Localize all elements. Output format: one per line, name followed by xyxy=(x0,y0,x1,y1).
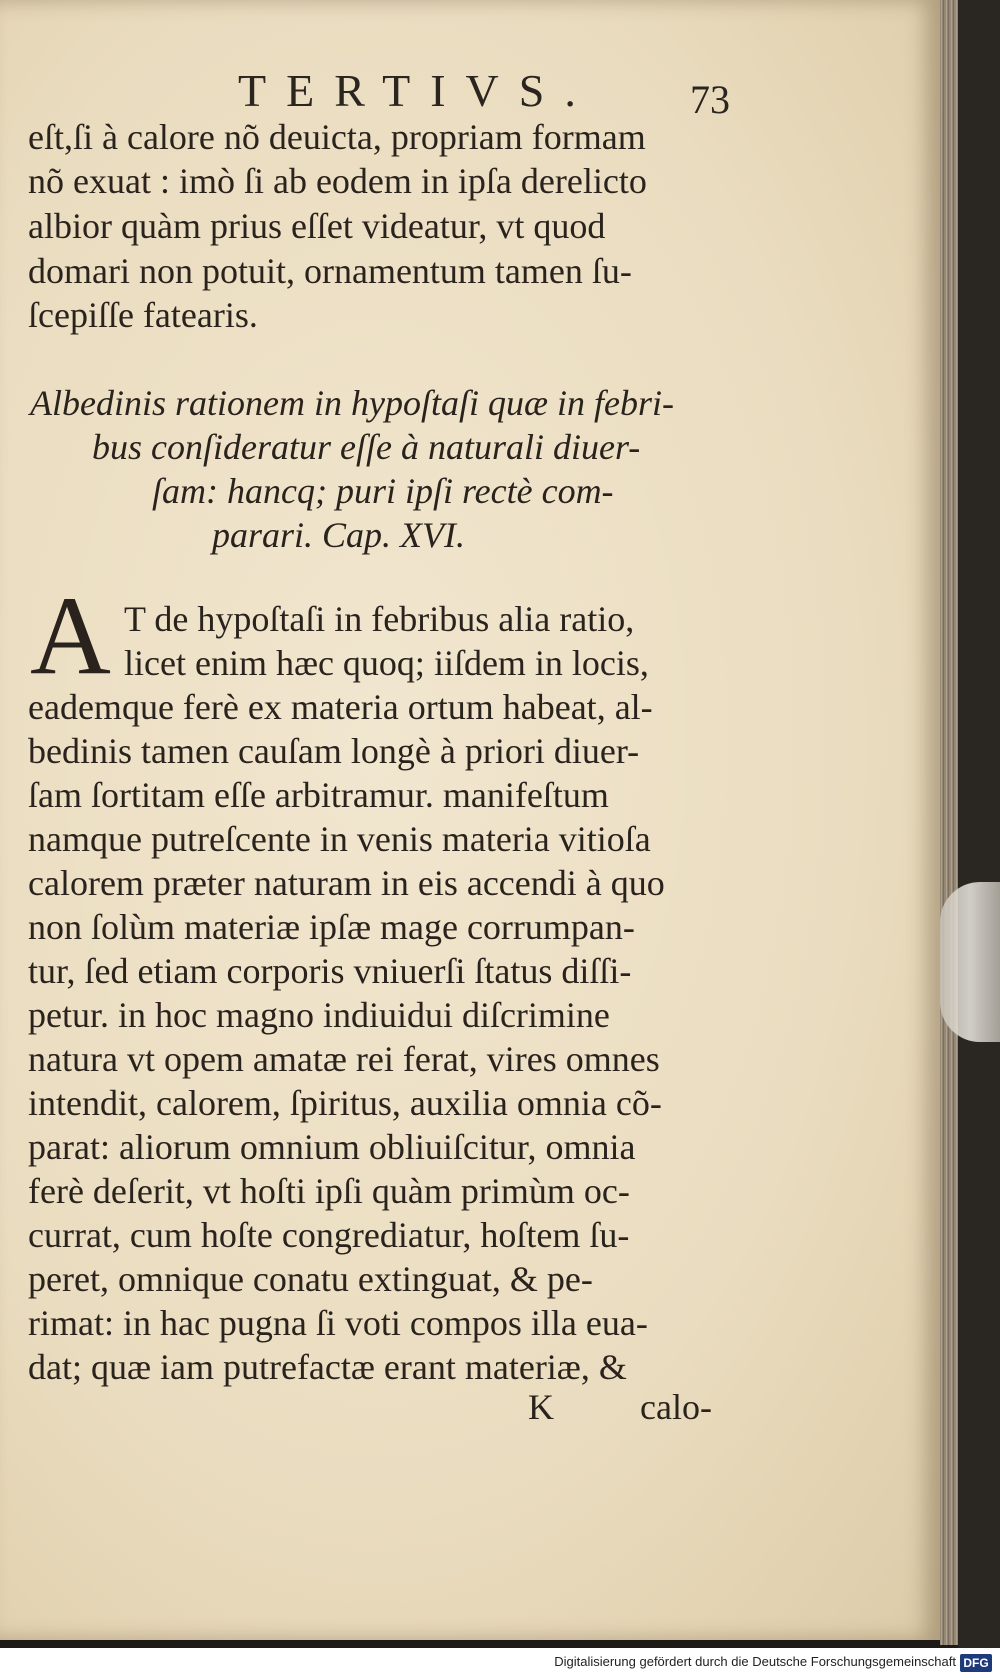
drop-cap: A xyxy=(30,574,111,698)
body-line: namque putreſcente in venis materia vitioſa xyxy=(28,819,651,859)
running-head: TERTIVS. xyxy=(238,65,596,116)
body-line: T de hypoſtaſi in febribus alia ratio, xyxy=(124,599,635,639)
body-line: rimat: in hac pugna ſi voti compos illa eua- xyxy=(28,1303,648,1343)
body-line: nõ exuat : imò ſi ab eodem in ipſa derelicto xyxy=(28,161,647,201)
body-line: licet enim hæc quoq; iiſdem in locis, xyxy=(124,643,649,683)
body-line: parat: aliorum omnium obliuiſcitur, omnia xyxy=(28,1127,636,1167)
body-line: calorem præter naturam in eis accendi à quo xyxy=(28,863,665,903)
chapter-heading-line: parari. Cap. XVI. xyxy=(212,515,466,555)
body-line: natura vt opem amatæ rei ferat, vires omnes xyxy=(28,1039,660,1079)
body-line: ferè deſerit, vt hoſti ipſi quàm primùm oc- xyxy=(28,1171,630,1211)
body-line: dat; quæ iam putrefactæ erant materiæ, & xyxy=(28,1347,627,1387)
chapter-heading-line: ſam: hancq; puri ipſi rectè com- xyxy=(152,471,614,511)
funding-credit: Digitalisierung gefördert durch die Deutsche Forschungsgemeinschaft xyxy=(554,1654,956,1669)
page-clip xyxy=(940,882,1000,1042)
body-line: domari non potuit, ornamentum tamen ſu- xyxy=(28,251,632,291)
body-line: petur. in hoc magno indiuidui diſcrimine xyxy=(28,995,610,1035)
chapter-heading-line: bus conſideratur eſſe à naturali diuer- xyxy=(92,427,641,467)
signature-mark: K xyxy=(528,1387,554,1427)
page-edges xyxy=(940,0,958,1645)
body-line: bedinis tamen cauſam longè à priori diuer- xyxy=(28,731,640,771)
catchword: calo- xyxy=(640,1387,712,1427)
body-line: albior quàm prius eſſet videatur, vt quod xyxy=(28,206,606,246)
body-line: intendit, calorem, ſpiritus, auxilia omnia cõ- xyxy=(28,1083,662,1123)
body-line: eademque ferè ex materia ortum habeat, al- xyxy=(28,687,653,727)
chapter-heading-line: Albedinis rationem in hypoſtaſi quæ in febri- xyxy=(30,383,674,423)
body-line: non ſolùm materiæ ipſæ mage corrumpan- xyxy=(28,907,635,947)
body-line: peret, omnique conatu extinguat, & pe- xyxy=(28,1259,593,1299)
body-line: currat, cum hoſte congrediatur, hoſtem ſu- xyxy=(28,1215,630,1255)
dfg-logo-icon: DFG xyxy=(960,1654,992,1672)
body-line: tur, ſed etiam corporis vniuerſi ſtatus diſſi- xyxy=(28,951,632,991)
body-line: ſam ſortitam eſſe arbitramur. manifeſtum xyxy=(28,775,609,815)
body-line: eſt,ſi à calore nõ deuicta, propriam formam xyxy=(28,117,646,157)
page-number: 73 xyxy=(690,77,730,122)
body-line: ſcepiſſe fatearis. xyxy=(28,295,258,335)
